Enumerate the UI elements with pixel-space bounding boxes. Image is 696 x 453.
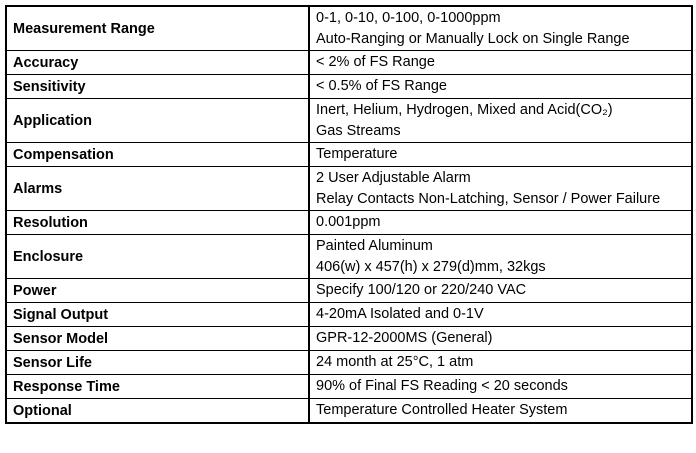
spec-value bbox=[309, 303, 692, 327]
spec-value-line: 90% of Final FS Reading < 20 seconds bbox=[316, 378, 568, 394]
spec-value-line: 2 User Adjustable Alarm bbox=[316, 169, 471, 186]
spec-value bbox=[309, 143, 692, 167]
table-row bbox=[6, 279, 692, 303]
spec-value bbox=[309, 211, 692, 235]
spec-value-line: 0-1, 0-10, 0-100, 0-1000ppm bbox=[316, 9, 501, 26]
spec-value bbox=[309, 167, 692, 211]
spec-value bbox=[309, 375, 692, 399]
spec-label: Power bbox=[6, 279, 309, 303]
table-row bbox=[6, 351, 692, 375]
spec-label: Response Time bbox=[6, 375, 309, 399]
spec-label: Sensor Life bbox=[6, 351, 309, 375]
spec-label: Enclosure bbox=[6, 235, 309, 279]
spec-label: Signal Output bbox=[6, 303, 309, 327]
spec-value-line: Temperature Controlled Heater System bbox=[316, 402, 568, 418]
spec-value-line: 24 month at 25°C, 1 atm bbox=[316, 354, 474, 370]
spec-value-line: Painted Aluminum bbox=[316, 237, 433, 254]
spec-value bbox=[309, 399, 692, 424]
spec-value bbox=[309, 51, 692, 75]
spec-value-line: Auto-Ranging or Manually Lock on Single Range bbox=[316, 30, 630, 47]
table-row bbox=[6, 303, 692, 327]
spec-value bbox=[309, 6, 692, 51]
spec-value-line: Gas Streams bbox=[316, 122, 401, 139]
table-row bbox=[6, 235, 692, 279]
spec-value-line: Inert, Helium, Hydrogen, Mixed and Acid(CO₂) bbox=[316, 101, 613, 118]
table-row bbox=[6, 375, 692, 399]
spec-value-line: Specify 100/120 or 220/240 VAC bbox=[316, 282, 527, 298]
table-row bbox=[6, 75, 692, 99]
spec-value bbox=[309, 75, 692, 99]
table-row bbox=[6, 167, 692, 211]
spec-label: Alarms bbox=[6, 167, 309, 211]
spec-label: Sensor Model bbox=[6, 327, 309, 351]
spec-label: Application bbox=[6, 99, 309, 143]
spec-label: Measurement Range bbox=[6, 6, 309, 51]
spec-value-line: < 2% of FS Range bbox=[316, 54, 435, 70]
spec-label: Sensitivity bbox=[6, 75, 309, 99]
spec-label: Optional bbox=[6, 399, 309, 424]
spec-value-line: Temperature bbox=[316, 146, 398, 162]
table-row bbox=[6, 211, 692, 235]
table-row bbox=[6, 51, 692, 75]
table-row bbox=[6, 327, 692, 351]
spec-value-line: < 0.5% of FS Range bbox=[316, 78, 447, 94]
spec-value-line: 4-20mA Isolated and 0-1V bbox=[316, 306, 484, 322]
spec-label: Resolution bbox=[6, 211, 309, 235]
table-row bbox=[6, 399, 692, 424]
spec-value-line: GPR-12-2000MS (General) bbox=[316, 330, 493, 346]
spec-value-line: Relay Contacts Non-Latching, Sensor / Power Failure bbox=[316, 190, 661, 207]
spec-value-line: 406(w) x 457(h) x 279(d)mm, 32kgs bbox=[316, 258, 546, 275]
specifications-body bbox=[6, 6, 692, 423]
spec-value bbox=[309, 327, 692, 351]
spec-value bbox=[309, 279, 692, 303]
spec-label: Compensation bbox=[6, 143, 309, 167]
table-row bbox=[6, 99, 692, 143]
spec-value-line: 0.001ppm bbox=[316, 214, 381, 230]
spec-label: Accuracy bbox=[6, 51, 309, 75]
spec-value bbox=[309, 351, 692, 375]
spec-value bbox=[309, 235, 692, 279]
specifications-table bbox=[5, 5, 693, 424]
spec-value bbox=[309, 99, 692, 143]
table-row bbox=[6, 143, 692, 167]
table-row bbox=[6, 6, 692, 51]
